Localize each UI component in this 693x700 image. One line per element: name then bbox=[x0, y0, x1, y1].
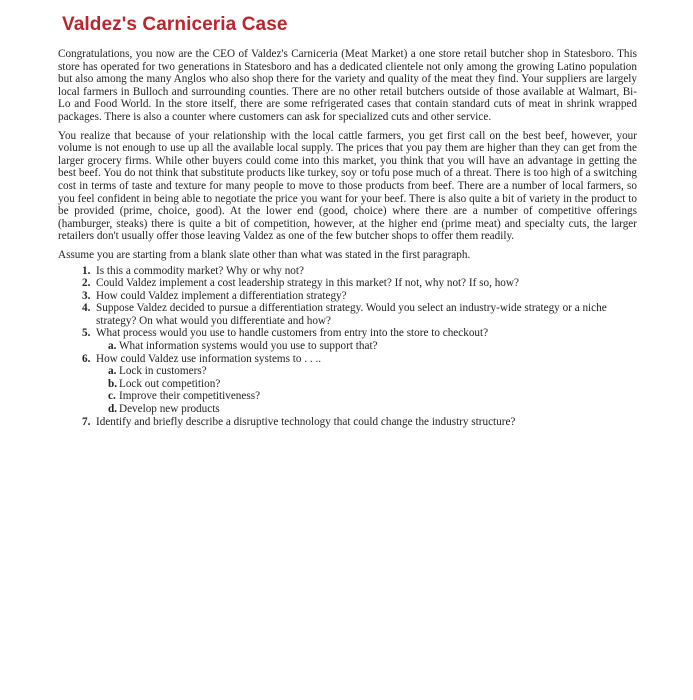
question-number: 2. bbox=[82, 277, 91, 290]
question-item bbox=[82, 277, 637, 290]
question-list bbox=[58, 265, 637, 429]
question-number: 4. bbox=[82, 302, 91, 315]
sub-question-list bbox=[96, 365, 637, 415]
sub-question-item bbox=[108, 378, 637, 391]
case-title: Valdez's Carniceria Case bbox=[62, 14, 288, 35]
sub-question-item bbox=[108, 365, 637, 378]
question-item bbox=[82, 265, 637, 278]
question-item bbox=[82, 290, 637, 303]
sub-question-text: Lock in customers? bbox=[119, 365, 207, 378]
question-text: Could Valdez implement a cost leadership strategy in this market? If not, why not? If so, how? bbox=[96, 277, 519, 290]
question-text: Identify and briefly describe a disruptive technology that could change the industry structure? bbox=[96, 415, 516, 428]
question-number: 5. bbox=[82, 327, 91, 340]
sub-question-letter: d. bbox=[108, 403, 118, 416]
question-number: 3. bbox=[82, 289, 91, 302]
sub-question-text: Develop new products bbox=[119, 403, 220, 416]
sub-question-text: Improve their competitiveness? bbox=[119, 390, 261, 403]
market-paragraph: You realize that because of your relationship with the local cattle farmers, you get first call on the best beef, however, your volume is not enough to use up all the available local supply. The prices that you pay them are higher than they can get from the larger grocery firms. While other buyers could come into this market, you think that you will have an advantage in getting the best beef. You do not think that substitute products like turkey, soy or tofu pose much of a threat. There is too high of a switching cost in terms of taste and texture for many people to move to those products from beef. There are a number of local farmers, so you feel confident in being able to negotiate the price you want for your beef. There is also quite a bit of variety in the product to be provided (prime, choice, good). At the lower end (good, choice) where there are a number of competitive offerings (hamburger, steaks) there is quite a bit of competition, however, at the higher end (prime meat) and specialty cuts, the larger retailers don't usually offer those leaving Valdez as one of the few butcher shops to offer them readily. bbox=[58, 129, 637, 243]
sub-question-letter: a. bbox=[108, 365, 117, 378]
intro-paragraph: Congratulations, you now are the CEO of Valdez's Carniceria (Meat Market) a one store retail butcher shop in Statesboro. This store has operated for two generations in Statesboro and has a dedicated clientele not only among the growing Latino population but also among the many Anglos who also shop there for the variety and quality of the meat they find. Your suppliers are largely local farmers in Bulloch and surrounding counties. There are no other retail butchers outside of those available at Walmart, Bi-Lo and Food World. In the store itself, there are some refrigerated cases that contain standard cuts of meat in shrink wrapped packages. There is also a counter where customers can ask for specialized cuts and other service. bbox=[58, 48, 637, 123]
sub-question-text: Lock out competition? bbox=[119, 377, 221, 390]
question-text: Suppose Valdez decided to pursue a differentiation strategy. Would you select an industry-wide strategy or a niche strategy? On what would you differentiate and how? bbox=[96, 302, 607, 327]
question-text: How could Valdez use information systems to . . .. bbox=[96, 352, 322, 365]
question-text: Is this a commodity market? Why or why not? bbox=[96, 264, 304, 277]
sub-question-item bbox=[108, 390, 637, 403]
question-text: How could Valdez implement a differentiation strategy? bbox=[96, 289, 347, 302]
sub-question-letter: b. bbox=[108, 377, 118, 390]
question-item bbox=[82, 327, 637, 352]
sub-question-letter: c. bbox=[108, 390, 116, 403]
sub-question-item bbox=[108, 403, 637, 416]
question-item bbox=[82, 416, 637, 429]
sub-question-letter: a. bbox=[108, 340, 117, 353]
question-number: 1. bbox=[82, 264, 91, 277]
question-number: 6. bbox=[82, 352, 91, 365]
sub-question-item bbox=[108, 340, 637, 353]
question-text: What process would you use to handle customers from entry into the store to checkout? bbox=[96, 327, 489, 340]
question-item bbox=[82, 353, 637, 416]
sub-question-text: What information systems would you use to support that? bbox=[119, 340, 378, 353]
question-item bbox=[82, 302, 637, 327]
question-number: 7. bbox=[82, 415, 91, 428]
assumption-paragraph: Assume you are starting from a blank slate other than what was stated in the first paragraph. bbox=[58, 248, 471, 261]
sub-question-list bbox=[96, 340, 637, 353]
